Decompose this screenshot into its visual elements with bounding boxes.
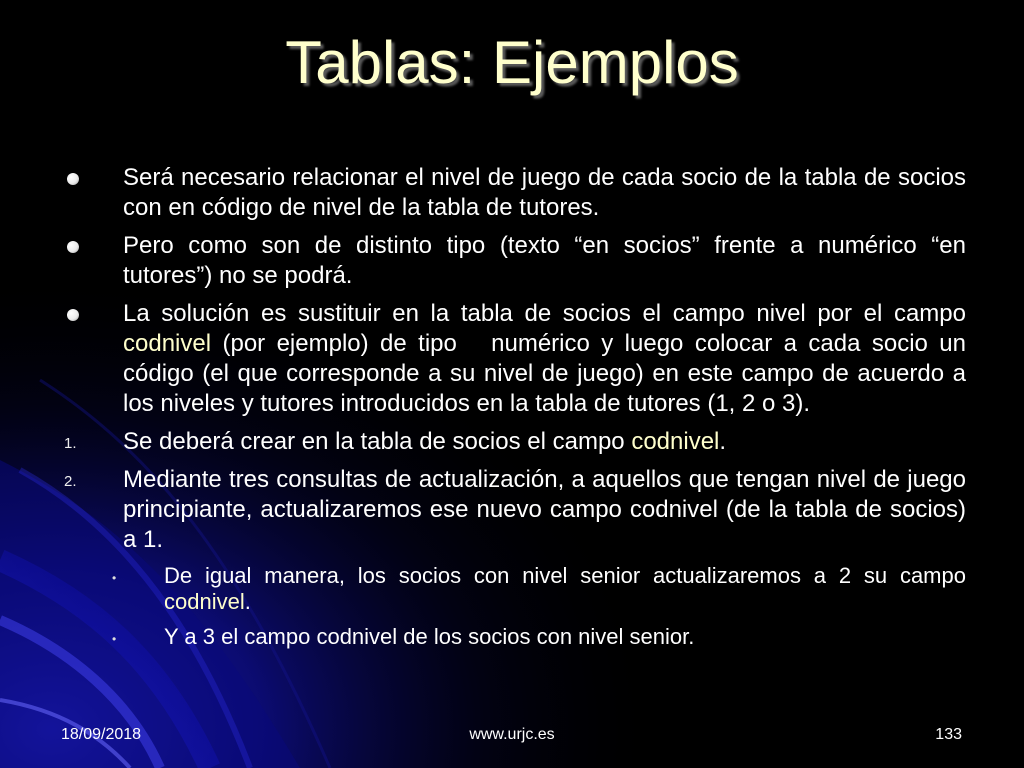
sub-list-item xyxy=(60,624,966,650)
slide-body xyxy=(60,163,973,659)
list-item-text xyxy=(123,466,973,553)
bullet-icon xyxy=(67,309,79,321)
text-segment: Se deberá crear en la tabla de socios el campo xyxy=(123,428,632,455)
bullet-icon xyxy=(67,173,79,185)
list-item-text xyxy=(123,164,973,221)
list-number: 2. xyxy=(64,473,77,490)
text-segment: Y a 3 el campo codnivel de los socios con nivel senior. xyxy=(164,624,695,649)
list-item-text xyxy=(123,232,973,289)
bullet-icon xyxy=(67,241,79,253)
highlighted-term: codnivel xyxy=(123,330,212,357)
text-segment: . xyxy=(719,428,727,455)
bullet-list-item xyxy=(60,231,973,291)
highlighted-term: codnivel xyxy=(631,428,720,455)
text-segment: Será necesario relacionar el nivel de juego de cada socio de la tabla de socios con en código de nivel de la tabla de tutores. xyxy=(123,164,973,221)
list-item-text xyxy=(164,563,972,614)
highlighted-term: codnivel xyxy=(164,589,245,614)
sub-bullet-icon: • xyxy=(112,571,117,585)
text-segment: Pero como son de distinto tipo (texto “en socios” frente a numérico “en tutores”) no se podrá. xyxy=(123,232,973,289)
bullet-list-item xyxy=(60,299,973,419)
text-segment: Mediante tres consultas de actualización, a aquellos que tengan nivel de juego principiante, actualizaremos ese nuevo campo codnivel (de la tabla de socios) a 1. xyxy=(123,466,973,553)
list-item-text xyxy=(164,624,694,649)
list-item-text xyxy=(123,300,973,417)
text-segment: . xyxy=(244,589,251,614)
numbered-list-item xyxy=(60,465,973,555)
list-item-text xyxy=(123,428,726,455)
numbered-list-item xyxy=(60,427,966,457)
bullet-list-item xyxy=(60,163,973,223)
text-segment: De igual manera, los socios con nivel senior actualizaremos a 2 su campo xyxy=(164,563,973,588)
sub-bullet-icon: • xyxy=(112,632,117,646)
list-number: 1. xyxy=(64,435,77,452)
sub-list-item xyxy=(60,563,973,615)
footer-page-number: 133 xyxy=(935,726,962,743)
footer-url: www.urjc.es xyxy=(469,726,555,743)
slide-title: Tablas: Ejemplos xyxy=(285,29,739,96)
text-segment: La solución es sustituir en la tabla de socios el campo nivel por el campo xyxy=(123,300,973,327)
footer-date: 18/09/2018 xyxy=(61,726,142,743)
text-segment: (por ejemplo) de tipo numérico y luego colocar a cada socio un código (el que corresponde a su nivel de juego) en este campo de acuerdo a los niveles y tutores introducidos en la tabla de tutores (1, 2 o 3). xyxy=(123,330,973,417)
